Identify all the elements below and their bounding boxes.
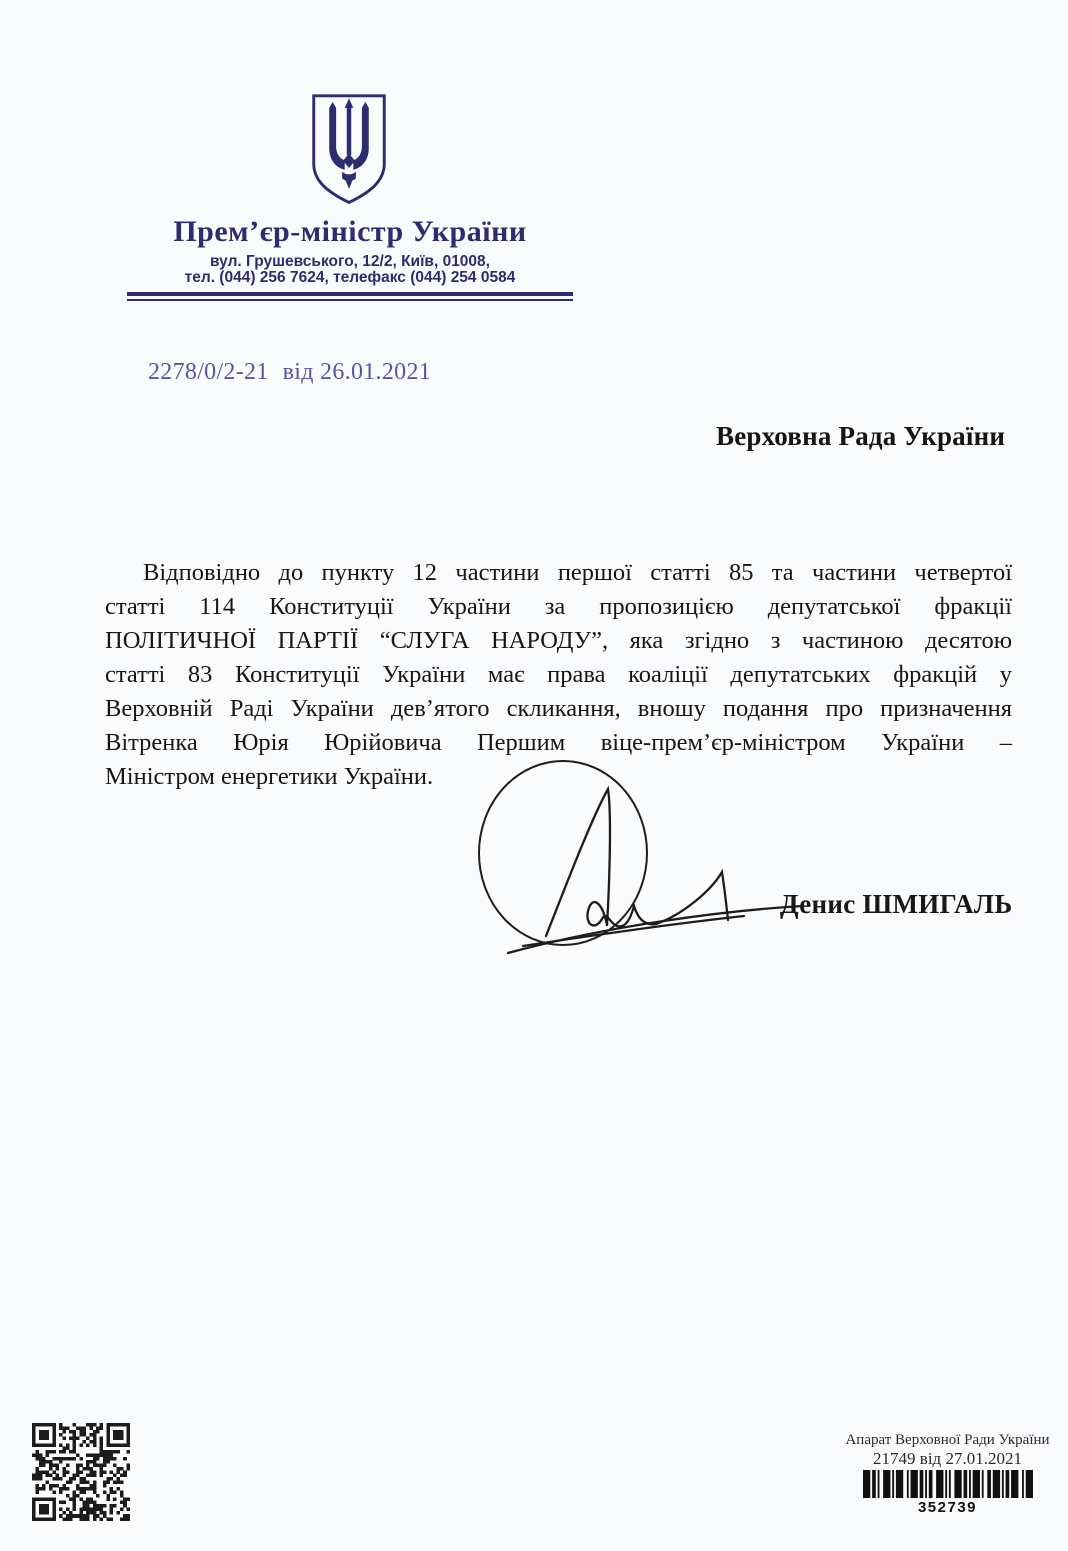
reference-date: від 26.01.2021 xyxy=(282,359,432,385)
stamp-org: Апарат Верховної Ради України xyxy=(845,1432,1050,1448)
body-line: статті 83 Конституції України має права коаліції депутатських фракцій у xyxy=(105,661,1012,688)
letterhead-address xyxy=(120,254,580,286)
registration-stamp xyxy=(840,1432,1055,1516)
qr-code-icon xyxy=(32,1423,130,1521)
addressee: Верховна Рада України xyxy=(716,421,1006,451)
signer-name: Денис ШМИГАЛЬ xyxy=(780,889,1013,919)
body-line: Верховній Раді України дев’ятого скликання, вношу подання про призначення xyxy=(105,695,1012,722)
reference-number: 2278/0/2-21 xyxy=(148,359,269,385)
barcode-icon xyxy=(863,1470,1033,1498)
body-line: Міністром енергетики України. xyxy=(105,763,434,790)
letterhead-address-line2: тел. (044) 256 7624, телефакс (044) 254 0584 xyxy=(184,269,516,286)
letterhead-divider xyxy=(127,292,573,301)
ukraine-trident-emblem-icon xyxy=(306,88,392,212)
body-line: Вітренка Юрія Юрійовича Першим віце-прем’єр-міністром України – xyxy=(105,729,1012,756)
stamp-number-line: 21749 від 27.01.2021 xyxy=(873,1449,1022,1468)
letterhead-address-line1: вул. Грушевського, 12/2, Київ, 01008, xyxy=(210,253,490,270)
body-line: статті 114 Конституції України за пропозицією депутатської фракції xyxy=(105,593,1012,620)
barcode-number: 352739 xyxy=(917,1499,978,1516)
reference-line xyxy=(148,359,431,386)
letterhead-title: Прем’єр-міністр України xyxy=(173,215,527,248)
body-line: ПОЛІТИЧНОЇ ПАРТІЇ “СЛУГА НАРОДУ”, яка згідно з частиною десятою xyxy=(105,627,1012,654)
body-line: Відповідно до пункту 12 частини першої статті 85 та частини четвертої xyxy=(143,559,1012,586)
signature-icon xyxy=(468,753,813,958)
